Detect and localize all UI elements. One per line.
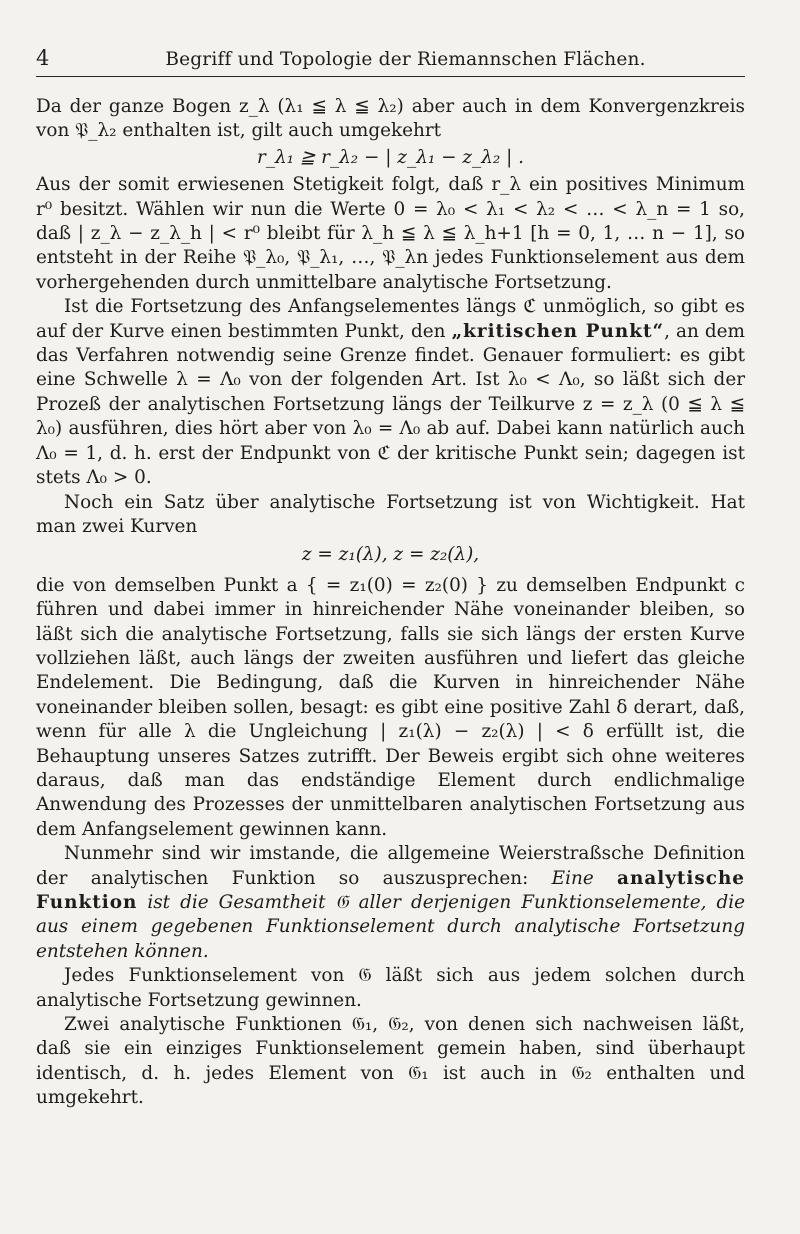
running-title: Begriff und Topologie der Riemannschen Flächen. <box>165 49 646 70</box>
paragraph-6 <box>36 842 745 964</box>
main-text <box>36 95 745 1111</box>
paragraph-8: Zwei analytische Funktionen 𝔊₁, 𝔊₂, von denen sich nachweisen läßt, daß sie ein einziges Funktionselement gemein haben, sind überhaupt identisch, d. h. jedes Element von 𝔊₁ ist auch in 𝔊₂ enthalten und umgekehrt. <box>36 1014 745 1109</box>
paragraph-7: Jedes Funktionselement von 𝔊 läßt sich aus jedem solchen durch analytische Fortsetzung gewinnen. <box>36 965 745 1011</box>
paragraph-4: Noch ein Satz über analytische Fortsetzung ist von Wichtigkeit. Hat man zwei Kurven <box>36 491 745 537</box>
paragraph-5: die von demselben Punkt a { = z₁(0) = z₂(0) } zu demselben Endpunkt c führen und dabei immer in hinreichender Nähe voneinander bleiben, so läßt sich die analytische Fortsetzung, falls sie sich längs der ersten Kurve vollziehen läßt, auch längs der zweiten ausführen und liefert das gleiche Endelement. Die Bedingung, daß die Kurven in hinreichender Nähe voneinander bleiben sollen, besagt: es gibt eine positive Zahl δ derart, daß, wenn für alle λ die Ungleichung | z₁(λ) − z₂(λ) | < δ erfüllt ist, die Behauptung unseres Satzes zutrifft. Der Beweis ergibt sich ohne weiteres daraus, daß man das endständige Element durch endlichmalige Anwendung des Prozesses der unmittelbaren analytischen Fortsetzung aus dem Anfangselement gewinnen kann. <box>36 574 745 840</box>
paragraph-2: Aus der somit erwiesenen Stetigkeit folgt, daß r_λ ein positives Minimum r⁰ besitzt. Wählen wir nun die Werte 0 = λ₀ < λ₁ < λ₂ < … < λ_n = 1 so, daß | z_λ − z_λ_h | < r⁰ bleibt für λ_h ≦ λ ≦ λ_h+1 [h = 0, 1, … n − 1], so entsteht in der Reihe 𝔓_λ₀, 𝔓_λ₁, …, 𝔓_λn jedes Funktionselement aus dem vorhergehenden durch unmittelbare analytische Fortsetzung. <box>36 174 745 293</box>
paragraph-6-text-a: Nunmehr sind wir imstande, die allgemeine Weierstraßsche Definition der analytischen Funktion so auszusprechen: <box>36 843 745 889</box>
paragraph-1: Da der ganze Bogen z_λ (λ₁ ≦ λ ≦ λ₂) aber auch in dem Konvergenzkreis von 𝔓_λ₂ enthalten ist, gilt auch umgekehrt <box>36 96 745 142</box>
definition-text: ist die Gesamtheit 𝔊 aller derjenigen Funktionselemente, die aus einem gegebenen Funktionselement durch analytische Fortsetzung entstehen können. <box>36 892 745 962</box>
page-header <box>36 46 745 77</box>
formula-1: r_λ₁ ≧ r_λ₂ − | z_λ₁ − z_λ₂ | . <box>257 146 524 168</box>
critical-point-term: „kritischen Punkt“ <box>451 320 665 342</box>
page-number: 4 <box>36 46 50 70</box>
paragraph-3-text-a: Ist die Fortsetzung des Anfangselementes längs ℭ unmöglich, so gibt es auf der Kurve einen bestimmten Punkt, den <box>36 296 745 342</box>
analytic-function-term: analytische Funktion <box>36 867 746 913</box>
paragraph-3 <box>36 295 745 490</box>
paragraph-3-text-b: , an dem das Verfahren notwendig seine Grenze findet. Genauer formuliert: es gibt eine Schwelle λ = Λ₀ von der folgenden Art. Ist λ₀ < Λ₀, so läßt sich der Prozeß der analytischen Fortsetzung längs der Teilkurve z = z_λ (0 ≦ λ ≦ λ₀) ausführen, dies hört aber von λ₀ = Λ₀ ab auf. Dabei kann natürlich auch Λ₀ = 1, d. h. erst der Endpunkt von ℭ der kritische Punkt sein; dagegen ist stets Λ₀ > 0. <box>36 320 746 489</box>
formula-2: z = z₁(λ), z = z₂(λ), <box>301 544 480 566</box>
definition-lead: Eine <box>551 867 618 889</box>
